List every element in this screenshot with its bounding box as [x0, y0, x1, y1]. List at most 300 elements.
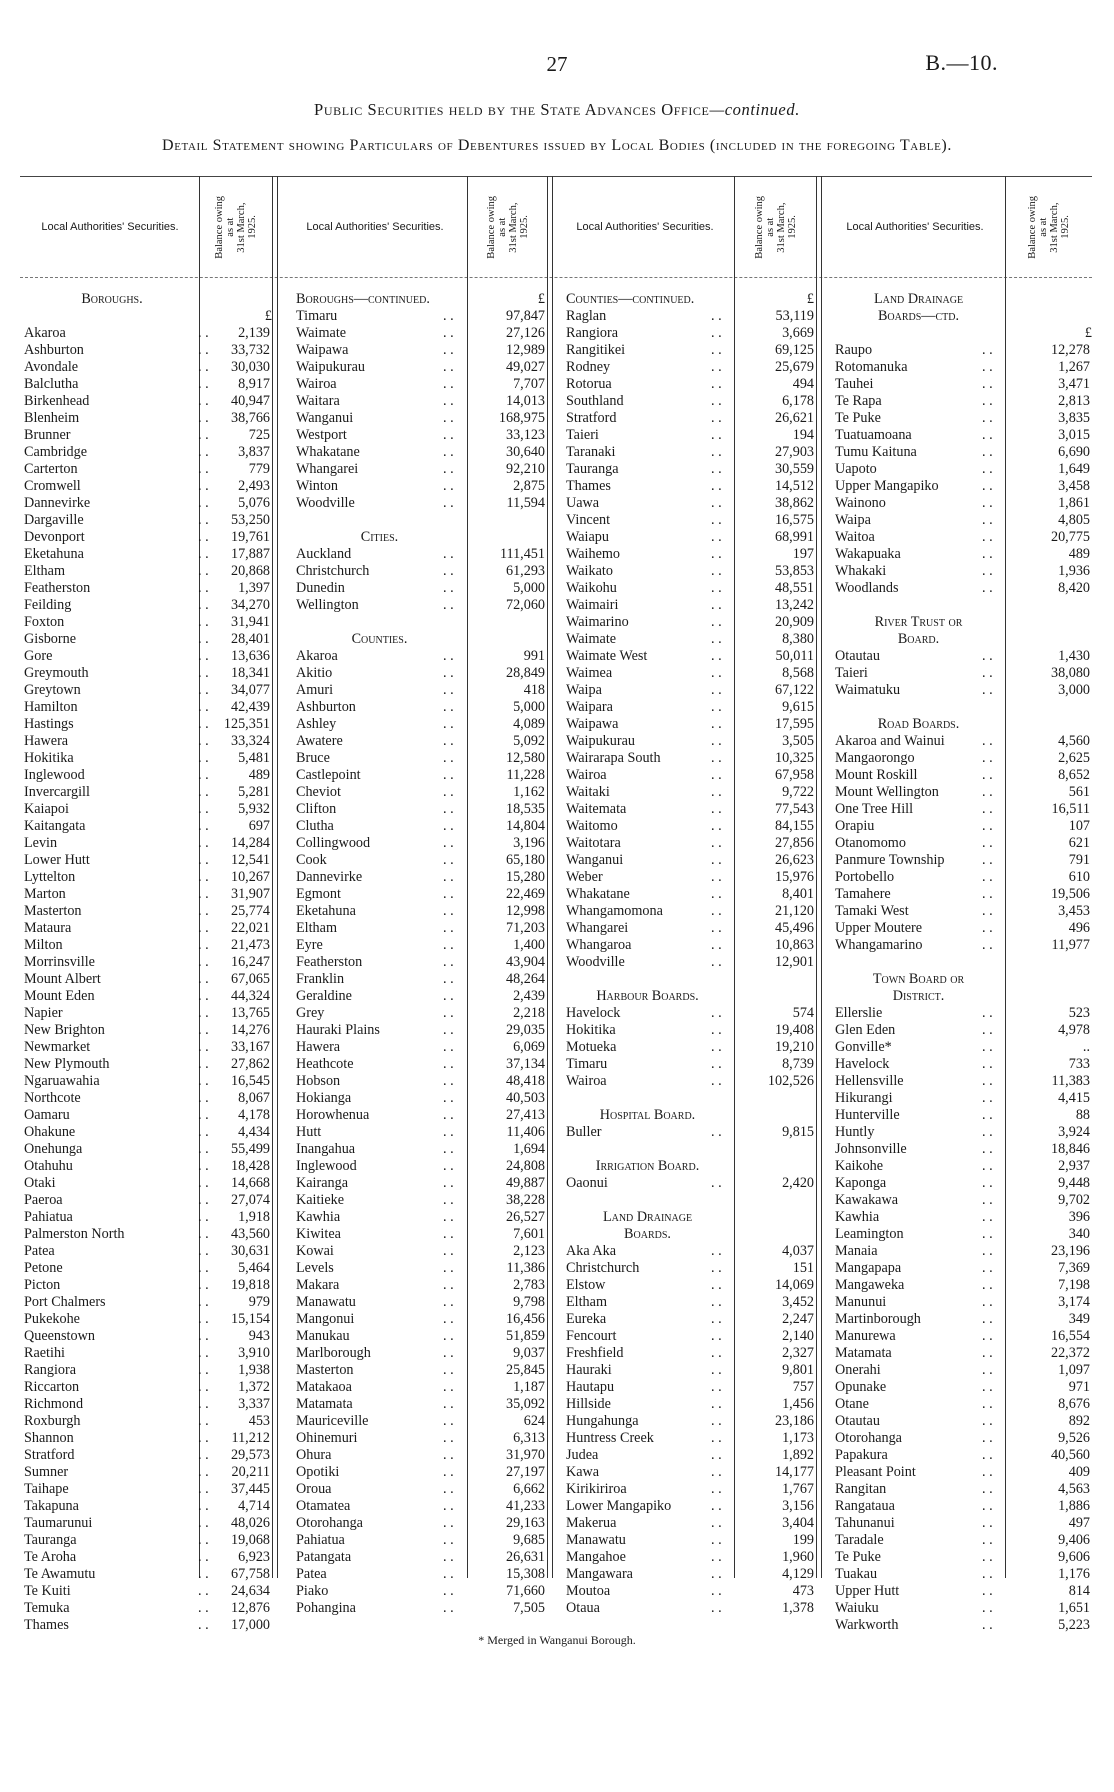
balance-value: 489	[1068, 546, 1090, 562]
leader-dots: . .	[982, 1481, 993, 1497]
balance-value: 2,625	[1058, 750, 1090, 766]
table-row	[24, 631, 272, 648]
balance-value: 23,186	[774, 1413, 814, 1429]
balance-value: 49,887	[505, 1175, 545, 1191]
balance-value: 102,526	[767, 1073, 814, 1089]
leader-dots: . .	[198, 1600, 209, 1616]
authority-name: Taieri	[566, 427, 599, 443]
table-row	[835, 1277, 1092, 1294]
balance-value: 496	[1068, 920, 1090, 936]
table-row	[835, 818, 1092, 835]
table-row	[566, 1056, 816, 1073]
table-row	[566, 886, 816, 903]
leader-dots: . .	[711, 325, 722, 341]
authority-name: Te Aroha	[24, 1549, 77, 1565]
leader-dots: . .	[443, 1073, 454, 1089]
table-row	[296, 342, 547, 359]
section-heading-label: River Trust or	[874, 614, 963, 630]
authority-name: Stratford	[566, 410, 617, 426]
table-row	[566, 597, 816, 614]
leader-dots: . .	[198, 1277, 209, 1293]
balance-value: 7,505	[513, 1600, 545, 1616]
leader-dots: . .	[711, 614, 722, 630]
balance-value: 14,668	[230, 1175, 270, 1191]
leader-dots: . .	[443, 1498, 454, 1514]
balance-value: 16,545	[230, 1073, 270, 1089]
leader-dots: . .	[982, 1396, 993, 1412]
leader-dots: . .	[711, 1277, 722, 1293]
authority-name: Featherston	[296, 954, 363, 970]
leader-dots: . .	[982, 1379, 993, 1395]
authority-name: Te Awamutu	[24, 1566, 96, 1582]
table-row	[24, 750, 272, 767]
balance-value: 15,280	[505, 869, 545, 885]
leader-dots: . .	[711, 393, 722, 409]
table-row	[296, 1260, 547, 1277]
authority-name: Patea	[296, 1566, 327, 1582]
leader-dots: . .	[443, 886, 454, 902]
authority-name: Cambridge	[24, 444, 88, 460]
table-row	[296, 1277, 547, 1294]
table-row	[566, 1311, 816, 1328]
balance-value: 11,406	[506, 1124, 545, 1140]
table-row	[835, 427, 1092, 444]
table-row	[566, 818, 816, 835]
balance-value: 67,065	[230, 971, 270, 987]
leader-dots: . .	[443, 325, 454, 341]
balance-value: 37,445	[230, 1481, 270, 1497]
balance-value: 49,027	[505, 359, 545, 375]
leader-dots: . .	[982, 580, 993, 596]
leader-dots: . .	[711, 1583, 722, 1599]
authority-name: Dannevirke	[296, 869, 363, 885]
balance-value: 37,134	[505, 1056, 545, 1072]
authority-name: Portobello	[835, 869, 895, 885]
authority-name: Aka Aka	[566, 1243, 617, 1259]
authority-name: Johnsonville	[835, 1141, 907, 1157]
leader-dots: . .	[982, 1413, 993, 1429]
table-row	[835, 784, 1092, 801]
title-main: Public Securities held by the State Advances Office	[314, 100, 710, 119]
leader-dots: . .	[711, 1379, 722, 1395]
authority-name: Waitotara	[566, 835, 621, 851]
leader-dots: . .	[982, 801, 993, 817]
balance-value: 33,123	[505, 427, 545, 443]
balance-value: 16,456	[505, 1311, 545, 1327]
balance-value: 1,187	[513, 1379, 545, 1395]
leader-dots: . .	[711, 580, 722, 596]
authority-name: Eltham	[566, 1294, 607, 1310]
balance-value: 1,960	[782, 1549, 814, 1565]
leader-dots: . .	[443, 444, 454, 460]
authority-name: Wakapuaka	[835, 546, 901, 562]
balance-value: 5,223	[1058, 1617, 1090, 1633]
balance-value: 1,649	[1058, 461, 1090, 477]
authority-name: Kawa	[566, 1464, 600, 1480]
leader-dots: . .	[443, 1345, 454, 1361]
balance-value: 19,818	[230, 1277, 270, 1293]
section-heading	[835, 988, 1002, 1005]
leader-dots: . .	[198, 1124, 209, 1140]
leader-dots: . .	[982, 665, 993, 681]
table-row	[566, 835, 816, 852]
table-row	[566, 733, 816, 750]
leader-dots: . .	[711, 1073, 722, 1089]
authority-name: Kaponga	[835, 1175, 887, 1191]
balance-value: 561	[1068, 784, 1090, 800]
leader-dots: . .	[711, 665, 722, 681]
authority-name: Levels	[296, 1260, 334, 1276]
leader-dots: . .	[711, 937, 722, 953]
table-row	[566, 801, 816, 818]
balance-value: 71,660	[505, 1583, 545, 1599]
leader-dots: . .	[198, 325, 209, 341]
balance-value: 453	[248, 1413, 270, 1429]
authority-name: Westport	[296, 427, 347, 443]
leader-dots: . .	[711, 869, 722, 885]
authority-name: Rangataua	[835, 1498, 895, 1514]
balance-value: 18,428	[230, 1158, 270, 1174]
table-row	[24, 597, 272, 614]
table-row	[296, 716, 547, 733]
table-row	[24, 1515, 272, 1532]
balance-value: 55,499	[230, 1141, 270, 1157]
leader-dots: . .	[198, 563, 209, 579]
balance-value: 497	[1068, 1515, 1090, 1531]
section-heading-label: Cities.	[360, 529, 399, 545]
authority-name: Waimate	[296, 325, 347, 341]
leader-dots: . .	[198, 1328, 209, 1344]
authority-name: Devonport	[24, 529, 85, 545]
table-row	[24, 1583, 272, 1600]
balance-value: 1,936	[1058, 563, 1090, 579]
table-row	[566, 1515, 816, 1532]
table-row	[566, 580, 816, 597]
authority-name: Waimea	[566, 665, 613, 681]
leader-dots: . .	[982, 1022, 993, 1038]
balance-value: 31,907	[230, 886, 270, 902]
authority-name: Hunterville	[835, 1107, 900, 1123]
balance-value: 8,917	[238, 376, 270, 392]
authority-name: Invercargill	[24, 784, 90, 800]
leader-dots: . .	[982, 818, 993, 834]
leader-dots: . .	[982, 886, 993, 902]
balance-value: 4,560	[1058, 733, 1090, 749]
table-row	[835, 920, 1092, 937]
authority-name: Paeroa	[24, 1192, 63, 1208]
securities-header: Local Authorities' Securities.	[576, 220, 714, 233]
table-row	[24, 1005, 272, 1022]
authority-name: Motueka	[566, 1039, 617, 1055]
table-row	[24, 869, 272, 886]
table-row	[566, 1345, 816, 1362]
table-row	[296, 580, 547, 597]
leader-dots: . .	[711, 597, 722, 613]
balance-value: 22,372	[1050, 1345, 1090, 1361]
table-row	[296, 291, 547, 308]
authority-name: Wainono	[835, 495, 886, 511]
table-row	[24, 444, 272, 461]
leader-dots: . .	[198, 682, 209, 698]
authority-name: Te Puke	[835, 410, 881, 426]
authority-name: Raupo	[835, 342, 873, 358]
authority-name: Kiwitea	[296, 1226, 341, 1242]
authority-name: Feilding	[24, 597, 72, 613]
leader-dots: . .	[443, 1005, 454, 1021]
authority-name: Hamilton	[24, 699, 78, 715]
leader-dots: . .	[198, 1532, 209, 1548]
authority-name: Mount Eden	[24, 988, 95, 1004]
leader-dots: . .	[711, 767, 722, 783]
authority-name: Panmure Township	[835, 852, 945, 868]
table-row	[566, 1447, 816, 1464]
continued-section-heading: Boroughs—continued.	[296, 291, 430, 307]
authority-name: Kaitangata	[24, 818, 86, 834]
authority-name: Dannevirke	[24, 495, 91, 511]
leader-dots: . .	[982, 1600, 993, 1616]
table-row	[835, 648, 1092, 665]
leader-dots: . .	[198, 648, 209, 664]
balance-value: 2,140	[782, 1328, 814, 1344]
balance-value: 9,702	[1058, 1192, 1090, 1208]
table-row	[296, 1481, 547, 1498]
table-row	[24, 1226, 272, 1243]
table-row	[835, 1022, 1092, 1039]
leader-dots: . .	[198, 393, 209, 409]
leader-dots: . .	[711, 1600, 722, 1616]
authority-name: Temuka	[24, 1600, 70, 1616]
balance-value: 1,372	[238, 1379, 270, 1395]
balance-value: 791	[1068, 852, 1090, 868]
table-row	[835, 1464, 1092, 1481]
balance-value: 7,198	[1058, 1277, 1090, 1293]
leader-dots: . .	[982, 1005, 993, 1021]
section-heading	[835, 631, 1002, 648]
balance-value: 2,218	[513, 1005, 545, 1021]
leader-dots: . .	[198, 597, 209, 613]
authority-name: Marton	[24, 886, 66, 902]
authority-name: Timaru	[566, 1056, 608, 1072]
authority-name: Matamata	[296, 1396, 353, 1412]
leader-dots: . .	[982, 1192, 993, 1208]
authority-name: Heathcote	[296, 1056, 354, 1072]
balance-value: 72,060	[505, 597, 545, 613]
authority-name: Orapiu	[835, 818, 875, 834]
table-row	[24, 359, 272, 376]
table-row	[24, 784, 272, 801]
balance-value: 3,835	[1058, 410, 1090, 426]
leader-dots: . .	[711, 1294, 722, 1310]
table-row	[835, 1243, 1092, 1260]
authority-name: Akaroa and Wainui	[835, 733, 945, 749]
authority-name: Southland	[566, 393, 624, 409]
authority-name: Ashburton	[24, 342, 84, 358]
balance-value: 194	[792, 427, 814, 443]
leader-dots: . .	[711, 1396, 722, 1412]
authority-name: Waihemo	[566, 546, 621, 562]
leader-dots: . .	[443, 546, 454, 562]
leader-dots: . .	[711, 1413, 722, 1429]
balance-value: 725	[248, 427, 270, 443]
authority-name: Huntly	[835, 1124, 875, 1140]
leader-dots: . .	[982, 784, 993, 800]
balance-value: 8,380	[782, 631, 814, 647]
table-row	[566, 393, 816, 410]
leader-dots: . .	[443, 1464, 454, 1480]
balance-value: 27,862	[230, 1056, 270, 1072]
leader-dots: . .	[198, 750, 209, 766]
authority-name: Pleasant Point	[835, 1464, 916, 1480]
authority-name: Te Puke	[835, 1549, 881, 1565]
table-row	[296, 750, 547, 767]
balance-value: 1,400	[513, 937, 545, 953]
authority-name: Akaroa	[296, 648, 338, 664]
table-row	[24, 1617, 272, 1634]
table-row	[296, 1515, 547, 1532]
balance-value: 40,503	[505, 1090, 545, 1106]
spacer-row	[296, 512, 547, 529]
balance-value: 5,281	[238, 784, 270, 800]
leader-dots: . .	[982, 937, 993, 953]
table-row	[24, 376, 272, 393]
continued-section-heading: Counties—continued.	[566, 291, 695, 307]
balance-value: 1,378	[782, 1600, 814, 1616]
balance-value: 5,092	[513, 733, 545, 749]
authority-name: Manukau	[296, 1328, 350, 1344]
page-title	[0, 100, 1114, 120]
leader-dots: . .	[198, 1022, 209, 1038]
authority-name: Thames	[566, 478, 611, 494]
balance-value: 20,211	[231, 1464, 270, 1480]
authority-name: Otorohanga	[296, 1515, 363, 1531]
authority-name: Taranaki	[566, 444, 616, 460]
leader-dots: . .	[443, 852, 454, 868]
balance-value: 33,167	[230, 1039, 270, 1055]
balance-value: 34,077	[230, 682, 270, 698]
leader-dots: . .	[711, 529, 722, 545]
leader-dots: . .	[198, 1294, 209, 1310]
authority-name: Richmond	[24, 1396, 84, 1412]
table-row	[24, 325, 272, 342]
authority-name: Wairoa	[566, 767, 607, 783]
table-row	[24, 1056, 272, 1073]
authority-name: Taumarunui	[24, 1515, 93, 1531]
balance-value: 20,775	[1050, 529, 1090, 545]
leader-dots: . .	[982, 920, 993, 936]
balance-value: 27,074	[230, 1192, 270, 1208]
balance-value: 1,456	[782, 1396, 814, 1412]
authority-name: Ashburton	[296, 699, 356, 715]
leader-dots: . .	[711, 954, 722, 970]
authority-name: Petone	[24, 1260, 63, 1276]
table-row	[24, 1107, 272, 1124]
table-row	[835, 886, 1092, 903]
leader-dots: . .	[711, 427, 722, 443]
balance-value: 23,196	[1050, 1243, 1090, 1259]
balance-value: 892	[1068, 1413, 1090, 1429]
table-row	[24, 1141, 272, 1158]
table-row	[296, 1328, 547, 1345]
balance-value: 3,924	[1058, 1124, 1090, 1140]
authority-name: Wairarapa South	[566, 750, 661, 766]
balance-value: 2,875	[513, 478, 545, 494]
authority-name: Waitomo	[566, 818, 618, 834]
section-heading	[566, 1107, 729, 1124]
authority-name: Waiapu	[566, 529, 609, 545]
balance-value: 21,120	[774, 903, 814, 919]
authority-name: Whangarei	[566, 920, 629, 936]
authority-name: Pahiatua	[24, 1209, 73, 1225]
table-row	[24, 512, 272, 529]
balance-value: 3,337	[238, 1396, 270, 1412]
authority-name: Huntress Creek	[566, 1430, 654, 1446]
authority-name: Christchurch	[296, 563, 370, 579]
leader-dots: . .	[443, 665, 454, 681]
balance-value: 1,173	[782, 1430, 814, 1446]
table-row	[566, 1396, 816, 1413]
balance-value: 19,408	[774, 1022, 814, 1038]
table-row	[835, 478, 1092, 495]
table-row	[24, 1345, 272, 1362]
authority-name: Tauhei	[835, 376, 874, 392]
table-row	[24, 546, 272, 563]
authority-name: Onerahi	[835, 1362, 881, 1378]
authority-name: Waipara	[566, 699, 613, 715]
leader-dots: . .	[443, 1549, 454, 1565]
table-row	[296, 699, 547, 716]
authority-name: Rangiora	[24, 1362, 77, 1378]
leader-dots: . .	[198, 1311, 209, 1327]
leader-dots: . .	[198, 954, 209, 970]
balance-value: 6,923	[238, 1549, 270, 1565]
authority-name: Kaikohe	[835, 1158, 884, 1174]
balance-value: 418	[523, 682, 545, 698]
leader-dots: . .	[711, 920, 722, 936]
leader-dots: . .	[443, 648, 454, 664]
balance-value: 30,559	[774, 461, 814, 477]
leader-dots: . .	[198, 1243, 209, 1259]
table-row	[24, 1260, 272, 1277]
table-row	[835, 1362, 1092, 1379]
leader-dots: . .	[982, 1039, 993, 1055]
leader-dots: . .	[198, 869, 209, 885]
table-row	[835, 1481, 1092, 1498]
table-row	[296, 1158, 547, 1175]
table-row	[296, 920, 547, 937]
table-row	[24, 1311, 272, 1328]
authority-name: Hawera	[24, 733, 69, 749]
table-row	[835, 1039, 1092, 1056]
authority-name: Whangaroa	[566, 937, 632, 953]
table-row	[835, 903, 1092, 920]
leader-dots: . .	[198, 886, 209, 902]
balance-value: 41,233	[505, 1498, 545, 1514]
authority-name: Hokianga	[296, 1090, 352, 1106]
balance-value: 14,013	[505, 393, 545, 409]
leader-dots: . .	[443, 835, 454, 851]
authority-name: Wellington	[296, 597, 359, 613]
balance-header-label: Balance owing as at 31st March, 1925.	[485, 195, 530, 259]
balance-value: 68,991	[774, 529, 814, 545]
balance-header-label: Balance owing as at 31st March, 1925.	[214, 195, 258, 259]
authority-name: Brunner	[24, 427, 71, 443]
authority-name: Masterton	[24, 903, 82, 919]
table-row	[835, 1345, 1092, 1362]
balance-value: 2,783	[513, 1277, 545, 1293]
authority-name: Balclutha	[24, 376, 79, 392]
balance-value: 27,903	[774, 444, 814, 460]
authority-name: Hauraki Plains	[296, 1022, 380, 1038]
